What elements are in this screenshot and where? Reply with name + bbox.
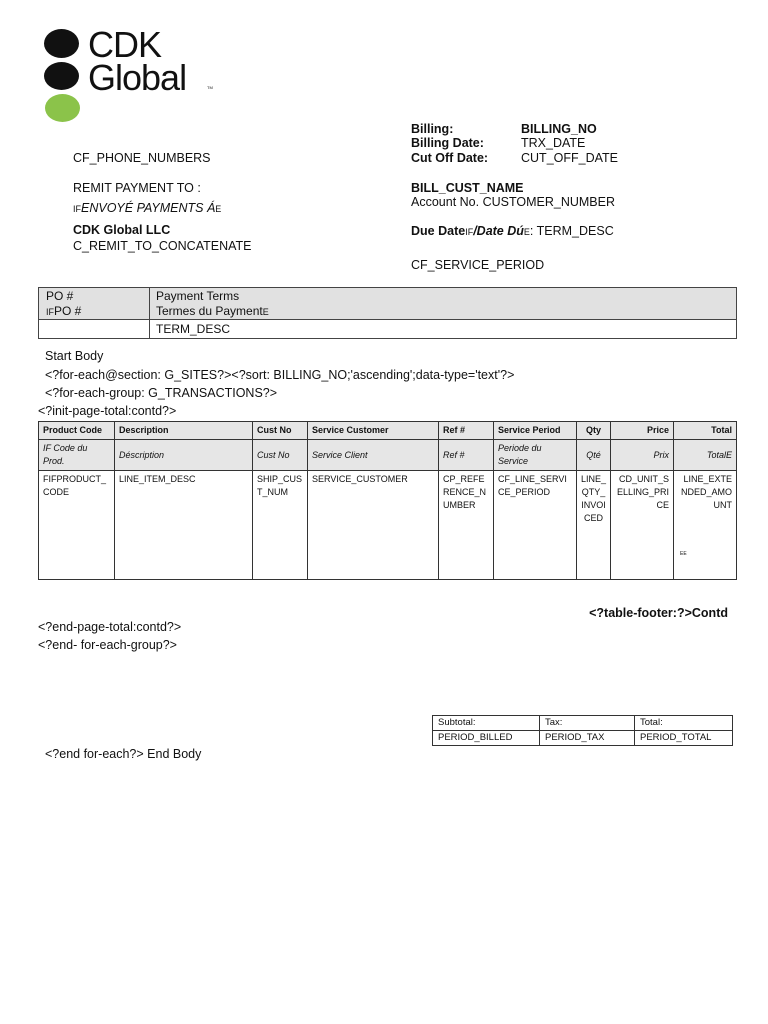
company-name: CDK Global LLC bbox=[73, 223, 171, 237]
subheader-cell: Déscription bbox=[115, 440, 253, 471]
phone-numbers: CF_PHONE_NUMBERS bbox=[73, 151, 211, 165]
transactions-table bbox=[38, 421, 737, 580]
due-date-label: Due Date bbox=[411, 224, 466, 238]
logo-text-global: Global bbox=[88, 57, 187, 98]
due-date-value: : TERM_DESC bbox=[529, 224, 614, 238]
service-period: CF_SERVICE_PERIOD bbox=[411, 258, 545, 272]
header-cell: Ref # bbox=[439, 422, 494, 440]
header-cell: Service Period bbox=[494, 422, 577, 440]
logo-text-cdk: CDK bbox=[88, 24, 162, 65]
tax-label: Tax: bbox=[540, 716, 635, 731]
total-label: Total: bbox=[635, 716, 733, 731]
e-marker: E bbox=[215, 204, 222, 214]
cutoff-date-value: CUT_OFF_DATE bbox=[521, 151, 618, 165]
header-cell: Cust No bbox=[253, 422, 308, 440]
subheader-cell: Ref # bbox=[439, 440, 494, 471]
subheader-cell: Periode du Service bbox=[494, 440, 577, 471]
cell-ref: CP_REFERENCE_NUMBER bbox=[439, 471, 494, 580]
subtotal-label: Subtotal: bbox=[433, 716, 540, 731]
totals-value-row bbox=[433, 731, 733, 746]
tax-value: PERIOD_TAX bbox=[540, 731, 635, 746]
subheader-cell: Qté bbox=[577, 440, 611, 471]
totals-label-row bbox=[433, 716, 733, 731]
cell-cust-no: SHIP_CUST_NUM bbox=[253, 471, 308, 580]
subheader-cell: Cust No bbox=[253, 440, 308, 471]
billing-number: BILLING_NO bbox=[521, 122, 597, 136]
small-marker: EE bbox=[680, 551, 687, 557]
table-header-row bbox=[39, 422, 737, 440]
totals-table bbox=[432, 715, 733, 746]
terms-fr-text: Termes du Payment bbox=[156, 304, 263, 318]
cell-product-code: FIFPRODUCT_CODE bbox=[39, 471, 115, 580]
if-marker: IF bbox=[73, 204, 81, 214]
table-subheader-row bbox=[39, 440, 737, 471]
po-if-marker: IF bbox=[46, 307, 54, 317]
remit-address: C_REMIT_TO_CONCATENATE bbox=[73, 239, 252, 253]
logo-dot-black-top bbox=[44, 29, 79, 58]
logo-dot-black-middle bbox=[44, 62, 79, 90]
cell-price: CD_UNIT_SELLING_PRICE bbox=[611, 471, 674, 580]
table-footer-tag: <?table-footer:?>Contd bbox=[589, 606, 728, 620]
cell-description: LINE_ITEM_DESC bbox=[115, 471, 253, 580]
payment-terms-french bbox=[156, 304, 269, 319]
subheader-cell: Service Client bbox=[308, 440, 439, 471]
account-label: Account No. bbox=[411, 195, 480, 209]
cutoff-date-label: Cut Off Date: bbox=[411, 151, 489, 165]
header-cell: Qty bbox=[577, 422, 611, 440]
end-for-each-tag: <?end for-each?> End Body bbox=[45, 747, 202, 761]
due-if-marker: IF bbox=[465, 227, 474, 237]
account-value: CUSTOMER_NUMBER bbox=[482, 195, 615, 209]
account-number bbox=[411, 195, 615, 210]
terms-e-marker: E bbox=[262, 307, 269, 317]
remit-payment-label: REMIT PAYMENT TO : bbox=[73, 181, 201, 195]
total-value: PERIOD_TOTAL bbox=[635, 731, 733, 746]
billing-date-label: Billing Date: bbox=[411, 136, 484, 150]
end-page-total-tag: <?end-page-total:contd?> bbox=[38, 620, 182, 634]
logo-dot-green bbox=[45, 94, 80, 122]
po-header-row bbox=[39, 288, 736, 320]
po-terms-box bbox=[38, 287, 737, 339]
subheader-cell: IF Code du Prod. bbox=[39, 440, 115, 471]
cell-total: LINE_EXTENDED_AMOUNT bbox=[674, 471, 737, 580]
payment-terms-label: Payment Terms bbox=[156, 289, 240, 303]
header-cell: Price bbox=[611, 422, 674, 440]
for-each-section-tag: <?for-each@section: G_SITES?><?sort: BILLING_NO;'ascending';data-type='text'?> bbox=[45, 368, 515, 382]
logo-trademark: TM bbox=[207, 85, 213, 90]
cell-service-customer: SERVICE_CUSTOMER bbox=[308, 471, 439, 580]
header-cell: Service Customer bbox=[308, 422, 439, 440]
cell-service-period: CF_LINE_SERVICE_PERIOD bbox=[494, 471, 577, 580]
subheader-cell: Prix bbox=[611, 440, 674, 471]
subheader-cell: TotalE bbox=[674, 440, 737, 471]
term-desc-value: TERM_DESC bbox=[156, 322, 231, 336]
subtotal-value: PERIOD_BILLED bbox=[433, 731, 540, 746]
billing-label: Billing: bbox=[411, 122, 454, 136]
due-e-marker: E bbox=[523, 227, 530, 237]
table-row bbox=[39, 471, 737, 580]
init-page-total-tag: <?init-page-total:contd?> bbox=[38, 404, 177, 418]
header-cell: Product Code bbox=[39, 422, 115, 440]
billing-date-value: TRX_DATE bbox=[521, 136, 586, 150]
remit-payment-french bbox=[73, 201, 221, 217]
po-label: PO # bbox=[46, 289, 74, 303]
due-date-french: /Date Dú bbox=[473, 224, 524, 238]
header-cell: Description bbox=[115, 422, 253, 440]
po-label-french bbox=[46, 304, 81, 319]
cell-qty: LINE_QTY_INVOICED bbox=[577, 471, 611, 580]
end-group-tag: <?end- for-each-group?> bbox=[38, 638, 177, 652]
for-each-group-tag: <?for-each-group: G_TRANSACTIONS?> bbox=[45, 386, 278, 400]
due-date bbox=[411, 224, 614, 240]
header-cell: Total bbox=[674, 422, 737, 440]
po-fr-text: PO # bbox=[54, 304, 82, 318]
po-divider bbox=[149, 288, 150, 338]
envoye-payments-text: ENVOYÉ PAYMENTS Á bbox=[81, 201, 216, 215]
start-body-text: Start Body bbox=[45, 349, 104, 363]
bill-customer-name: BILL_CUST_NAME bbox=[411, 181, 524, 195]
